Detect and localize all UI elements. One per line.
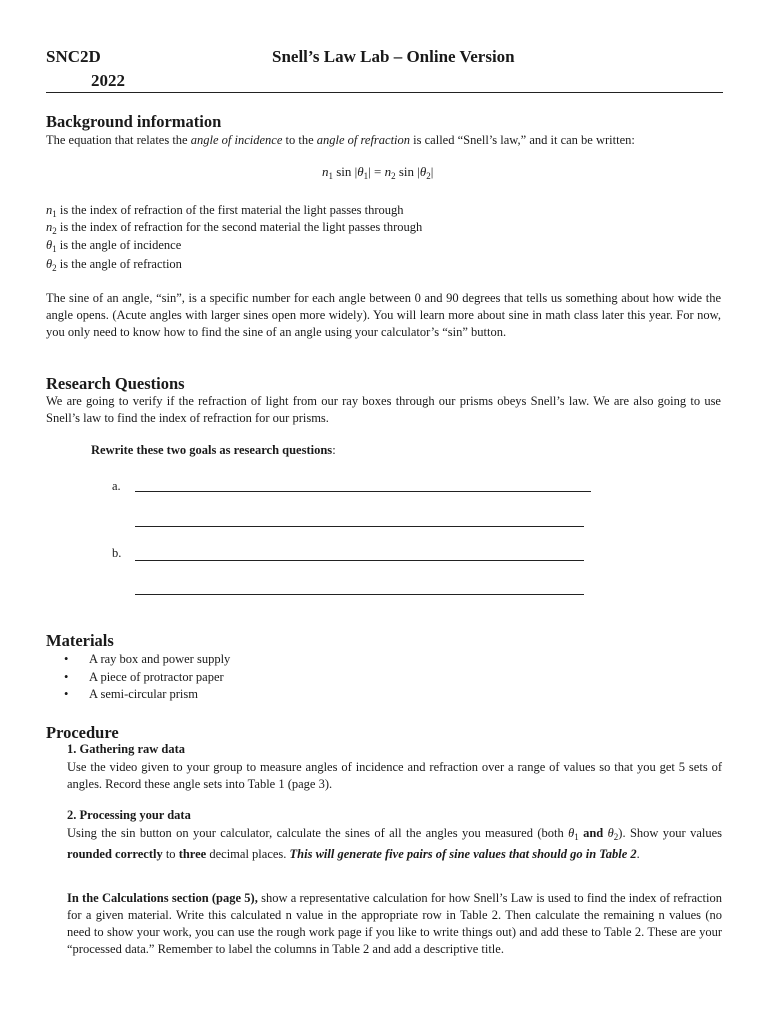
def-symbol: n: [46, 203, 53, 217]
calculations-paragraph: [67, 890, 722, 958]
step2-theta2-sub: 2: [613, 832, 619, 842]
definition-theta1: [46, 237, 181, 258]
eq-n2: n: [384, 164, 392, 179]
answer-line-a1[interactable]: [135, 491, 591, 492]
answer-line-a2[interactable]: [135, 526, 584, 527]
definition-theta2: [46, 256, 182, 277]
research-heading: Research Questions: [46, 374, 185, 393]
calc-text: show a representative calculation for how Snell’s Law is used to find the index of refraction for a given material. Write this calculated n value in the appropriate row in Table 2. Then calculate the remaining n values (no need to show your work, you can use the rough work page if you like to write things out) and add these to Table 2. These are your “processed data.” Remember to label the columns in Table 2 and add a descriptive title.: [67, 891, 722, 956]
sine-paragraph: The sine of an angle, “sin”, is a specific number for each angle between 0 and 90 degrees that tells us something about how wide the angle opens. (Acute angles with larger sines open more widely). You will learn more about sine in math class later this year. For now, you only need to know how to find the sine of an angle using your calculator’s “sin” button.: [46, 291, 721, 339]
list-item: • A ray box and power supply: [64, 651, 230, 669]
intro-before: The equation that relates the: [46, 133, 191, 147]
def-sub: 1: [52, 244, 57, 254]
calc-bold: In the Calculations section (page 5),: [67, 891, 258, 905]
eq-theta2-sub: 2: [426, 171, 431, 181]
def-text: is the angle of refraction: [56, 257, 182, 271]
def-text: is the angle of incidence: [56, 238, 182, 252]
research-instruction: [91, 443, 336, 458]
document-title: Snell’s Law Lab – Online Version: [272, 47, 515, 66]
list-item: • A piece of protractor paper: [64, 669, 230, 687]
intro-term-incidence: angle of incidence: [190, 133, 283, 147]
background-heading: Background information: [46, 112, 222, 131]
def-symbol: θ: [46, 257, 53, 271]
snells-law-equation: $n_1$ $\sin |\theta_1| = n_2$ $\sin |\theta_2|$: [322, 164, 434, 181]
materials-list: [64, 651, 230, 704]
question-a-label: a.: [112, 479, 121, 493]
eq-n2-sub: 2: [391, 171, 396, 181]
instruction-colon: :: [332, 443, 336, 457]
eq-sin1: sin: [333, 164, 355, 179]
document-year: 2022: [91, 71, 125, 90]
intro-mid: to the: [282, 133, 317, 147]
step2-rounded: rounded correctly: [67, 847, 163, 861]
def-sub: 2: [52, 263, 57, 273]
step2-text-a: Using the sin button on your calculator, calculate the sines of all the angles you measured (both: [67, 826, 569, 840]
step1-title: 1. Gathering raw data: [67, 742, 186, 756]
eq-sin2: sin: [395, 164, 418, 179]
step2-text-c: decimal places.: [206, 847, 290, 861]
step2-theta2: θ: [607, 826, 614, 840]
research-paragraph: We are going to verify if the refraction of light from our ray boxes through our prisms obeys Snell’s law. We are also going to use Snell’s law to find the index of refraction for our prisms.: [46, 394, 721, 425]
eq-theta1-sub: 1: [363, 171, 369, 181]
step1-text: Use the video given to your group to measure angles of incidence and refraction over a range of values so that you get 5 sets of angles. Record these angle sets into Table 1 (page 3).: [67, 760, 722, 791]
header-rule: [46, 92, 723, 93]
eq-n1: n: [322, 164, 329, 179]
def-symbol: n: [46, 220, 53, 234]
question-b-label: b.: [112, 546, 122, 560]
eq-equals: =: [370, 164, 385, 179]
step2-theta1-sub: 1: [574, 832, 579, 842]
intro-term-refraction: angle of refraction: [316, 133, 411, 147]
intro-after: is called “Snell’s law,” and it can be written:: [410, 133, 635, 147]
instruction-text: Rewrite these two goals as research questions: [91, 443, 333, 457]
eq-theta2: θ: [419, 164, 427, 179]
answer-line-b1[interactable]: [135, 560, 584, 561]
step2-text-b: ). Show your values: [618, 826, 723, 840]
answer-line-b2[interactable]: [135, 594, 584, 595]
def-sub: 1: [52, 209, 57, 219]
step2-theta1: θ: [568, 826, 575, 840]
step2-emphasis: This will generate five pairs of sine values that should go in Table 2: [289, 847, 637, 861]
eq-theta1: θ: [357, 164, 364, 179]
step2-to: to: [162, 847, 179, 861]
def-text: is the index of refraction for the second material the light passes through: [56, 220, 423, 234]
step2-three: three: [178, 847, 207, 861]
def-sub: 2: [52, 226, 57, 236]
background-intro: [46, 132, 635, 149]
def-symbol: θ: [46, 238, 53, 252]
list-item: • A semi-circular prism: [64, 686, 230, 704]
course-code: SNC2D: [46, 47, 101, 66]
step2-end: .: [636, 847, 640, 861]
materials-heading: Materials: [46, 631, 114, 650]
procedure-heading: Procedure: [46, 723, 119, 742]
step2-text: [67, 825, 722, 863]
def-text: is the index of refraction of the first material the light passes through: [56, 203, 404, 217]
step2-title: 2. Processing your data: [67, 808, 191, 822]
eq-n1-sub: 1: [328, 171, 333, 181]
step2-and: and: [578, 826, 608, 840]
